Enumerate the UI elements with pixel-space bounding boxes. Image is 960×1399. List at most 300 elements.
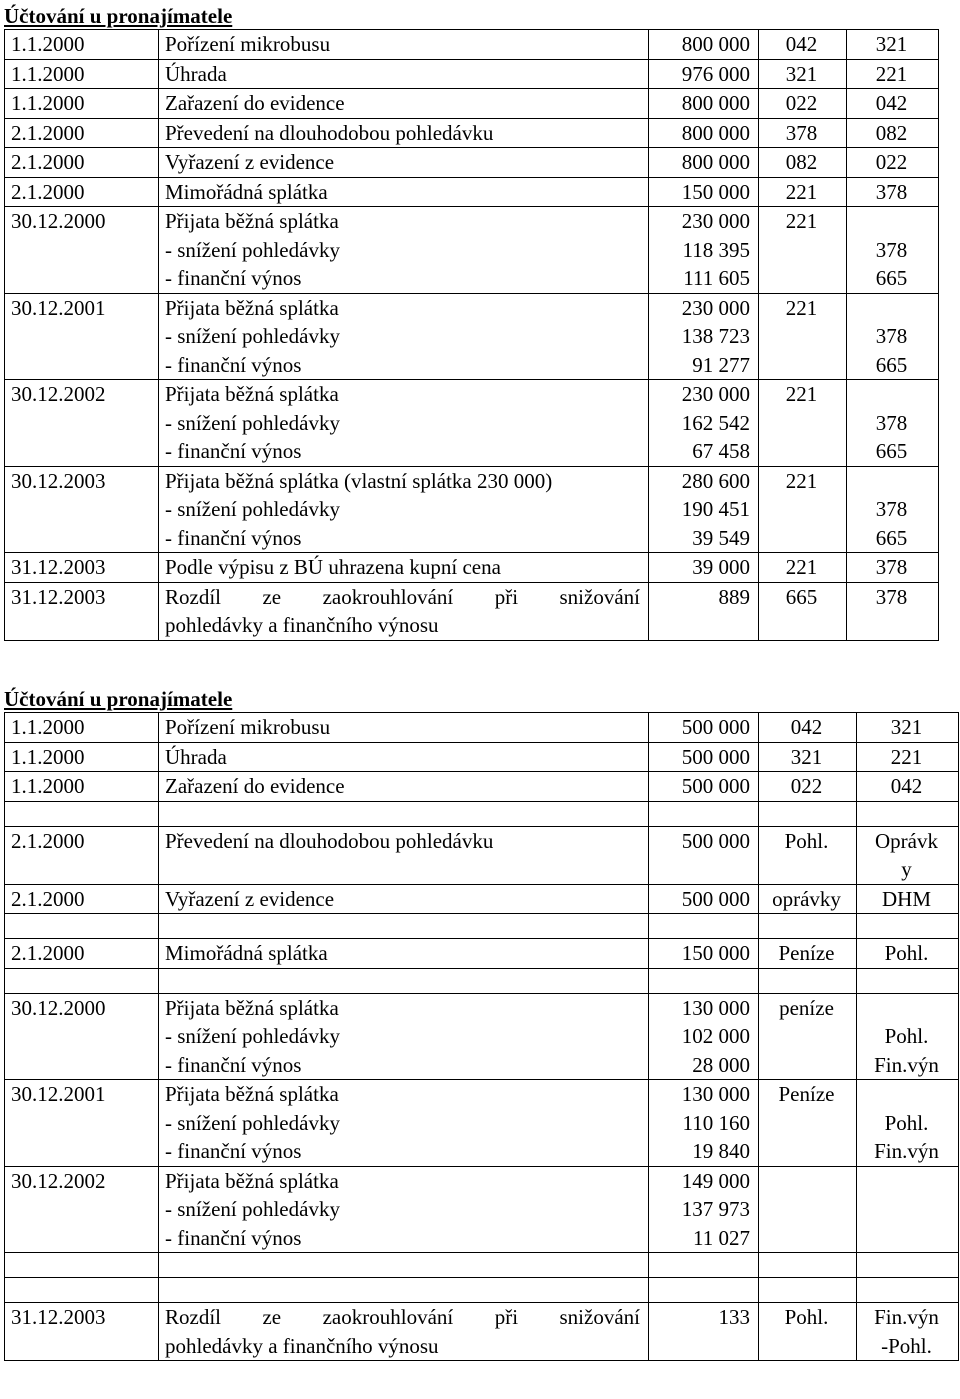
ledger-row xyxy=(5,177,939,207)
description-cell-line: Zařazení do evidence xyxy=(165,91,345,115)
debit-account-cell-line xyxy=(765,1109,848,1138)
amount-cell-line: 149 000 xyxy=(681,1168,750,1193)
debit-account-cell-line: 221 xyxy=(785,295,818,320)
amount-cell: 889 xyxy=(649,582,759,640)
ledger-row xyxy=(5,1278,959,1303)
date-cell: 30.12.2000 xyxy=(5,207,159,294)
credit-account-cell-line xyxy=(863,994,950,1023)
amount-cell-line: 118 395 xyxy=(682,237,750,262)
credit-account-cell-line xyxy=(853,380,930,409)
amount-cell-line: 150 000 xyxy=(681,179,750,204)
debit-account-cell-line: 042 xyxy=(785,32,818,56)
description-cell xyxy=(159,30,649,60)
debit-account-cell-line: 022 xyxy=(785,91,818,115)
empty-cell xyxy=(159,968,649,993)
debit-account-cell: Pohl. xyxy=(759,1303,857,1361)
amount-cell xyxy=(649,1080,759,1167)
credit-account-cell-line: 221 xyxy=(890,744,923,769)
amount-cell-line: 137 973 xyxy=(681,1197,750,1221)
empty-cell xyxy=(857,1253,959,1278)
debit-account-cell xyxy=(759,118,847,148)
description-cell xyxy=(159,380,649,467)
debit-account-cell xyxy=(759,713,857,743)
amount-cell-line: 280 600 xyxy=(681,468,750,493)
description-cell xyxy=(159,1303,649,1361)
empty-cell xyxy=(759,968,857,993)
credit-account-cell-line: 378 xyxy=(875,555,908,579)
description-cell xyxy=(159,89,649,119)
amount-cell-line: 39 000 xyxy=(692,555,750,579)
debit-account-cell-line xyxy=(765,1167,848,1196)
credit-account-cell xyxy=(857,1080,959,1167)
description-cell xyxy=(159,466,649,553)
description-cell xyxy=(159,826,649,884)
description-cell xyxy=(159,207,649,294)
credit-account-cell xyxy=(857,993,959,1080)
description-cell-line: - snížení pohledávky xyxy=(165,410,340,435)
amount-cell-line: 110 160 xyxy=(682,1110,750,1135)
credit-account-cell xyxy=(857,1303,959,1361)
ledger-row xyxy=(5,553,939,583)
amount-cell-line: 111 605 xyxy=(683,266,750,290)
amount-cell xyxy=(649,466,759,553)
credit-account-cell xyxy=(847,30,939,60)
ledger-row xyxy=(5,884,959,914)
description-cell-line: Přijata běžná splátka xyxy=(165,995,339,1020)
description-cell xyxy=(159,148,649,178)
debit-account-cell-line: Peníze xyxy=(778,941,835,965)
empty-cell xyxy=(857,801,959,826)
empty-cell xyxy=(5,914,159,939)
date-cell: 1.1.2000 xyxy=(5,89,159,119)
credit-account-cell-line: 082 xyxy=(875,120,908,145)
amount-cell xyxy=(649,380,759,467)
amount-cell xyxy=(649,742,759,772)
amount-cell xyxy=(649,713,759,743)
credit-account-cell-line: 378 xyxy=(875,237,908,262)
description-cell-line: Přijata běžná splátka xyxy=(165,295,339,320)
ledger-row xyxy=(5,968,959,993)
credit-account-cell-line: Pohl. xyxy=(884,1024,929,1048)
date-cell: 2.1.2000 xyxy=(5,177,159,207)
ledger-row xyxy=(5,59,939,89)
amount-cell-line: 230 000 xyxy=(681,382,750,406)
credit-account-cell-line: 665 xyxy=(875,266,908,290)
debit-account-cell-line: 378 xyxy=(785,120,818,145)
amount-cell-line: 39 549 xyxy=(692,525,750,550)
description-cell xyxy=(159,772,649,802)
date-cell: 30.12.2001 xyxy=(5,1080,159,1167)
debit-account-cell xyxy=(759,177,847,207)
empty-cell xyxy=(759,1253,857,1278)
date-cell: 30.12.2002 xyxy=(5,380,159,467)
debit-account-cell-line: 221 xyxy=(785,179,818,204)
date-cell: 30.12.2000 xyxy=(5,993,159,1080)
amount-cell xyxy=(649,177,759,207)
debit-account-cell xyxy=(759,148,847,178)
description-cell-line: Zařazení do evidence xyxy=(165,774,345,798)
amount-cell-line: 162 542 xyxy=(681,410,750,435)
debit-account-cell xyxy=(759,1166,857,1253)
amount-cell xyxy=(649,993,759,1080)
ledger-row xyxy=(5,148,939,178)
credit-account-cell xyxy=(857,1166,959,1253)
credit-account-cell xyxy=(847,118,939,148)
description-cell-line: - snížení pohledávky xyxy=(165,1110,340,1135)
empty-cell xyxy=(5,1253,159,1278)
description-cell xyxy=(159,742,649,772)
debit-account-cell xyxy=(759,1080,857,1167)
debit-account-cell xyxy=(759,207,847,294)
amount-cell-line: 500 000 xyxy=(681,886,750,911)
description-line: Rozdíl ze zaokrouhlování při snižování xyxy=(165,1305,640,1329)
credit-account-cell-line: Pohl. xyxy=(884,1110,929,1135)
ledger-row xyxy=(5,742,959,772)
debit-account-cell-line xyxy=(765,524,838,553)
debit-account-cell xyxy=(759,466,847,553)
credit-account-cell xyxy=(847,582,939,640)
debit-account-cell-line: 082 xyxy=(785,150,818,174)
credit-account-cell-line xyxy=(863,1080,950,1109)
credit-account-cell-line xyxy=(863,1167,950,1196)
date-cell: 2.1.2000 xyxy=(5,118,159,148)
description-cell xyxy=(159,1080,649,1167)
debit-account-cell-line xyxy=(765,1195,848,1224)
amount-cell xyxy=(649,772,759,802)
description-cell xyxy=(159,177,649,207)
ledger-row xyxy=(5,1253,959,1278)
empty-cell xyxy=(159,801,649,826)
debit-account-cell xyxy=(759,30,847,60)
amount-cell xyxy=(649,826,759,884)
date-cell: 1.1.2000 xyxy=(5,772,159,802)
credit-account-cell-line: DHM xyxy=(881,886,931,911)
empty-cell xyxy=(759,914,857,939)
date-cell: 30.12.2002 xyxy=(5,1166,159,1253)
credit-account-cell-line: Fin.výn xyxy=(874,1052,939,1077)
description-cell-line: Přijata běžná splátka xyxy=(165,1168,339,1193)
amount-cell xyxy=(649,207,759,294)
date-cell: 2.1.2000 xyxy=(5,939,159,969)
amount-cell-line: 500 000 xyxy=(681,828,750,853)
amount-cell xyxy=(649,1166,759,1253)
description-cell xyxy=(159,884,649,914)
amount-cell-line: 150 000 xyxy=(681,941,750,965)
empty-cell xyxy=(759,1278,857,1303)
amount-cell xyxy=(649,148,759,178)
section1-ledger-table xyxy=(4,29,939,641)
ledger-row xyxy=(5,1166,959,1253)
credit-account-cell-line xyxy=(863,1224,950,1253)
debit-account-cell xyxy=(759,89,847,119)
debit-account-cell xyxy=(759,884,857,914)
description-cell-line: Vyřazení z evidence xyxy=(165,886,335,911)
description-line: Rozdíl ze zaokrouhlování při snižování xyxy=(165,584,640,609)
debit-account-cell-line xyxy=(765,437,838,466)
debit-account-cell xyxy=(759,59,847,89)
empty-cell xyxy=(649,1253,759,1278)
debit-account-cell-line: Pohl. xyxy=(784,828,829,853)
ledger-row xyxy=(5,993,959,1080)
credit-account-cell-line: 321 xyxy=(875,32,908,56)
date-cell: 30.12.2001 xyxy=(5,293,159,380)
description-cell-line: Vyřazení z evidence xyxy=(165,150,335,174)
description-cell xyxy=(159,553,649,583)
credit-account-line: -Pohl. xyxy=(881,1333,932,1358)
amount-cell-line: 67 458 xyxy=(692,439,750,463)
amount-cell-line: 138 723 xyxy=(681,324,750,348)
amount-cell-line: 800 000 xyxy=(681,120,750,145)
empty-cell xyxy=(5,968,159,993)
credit-account-cell xyxy=(857,939,959,969)
description-cell-line: Převedení na dlouhodobou pohledávku xyxy=(165,828,494,853)
description-cell-line: Úhrada xyxy=(165,744,227,769)
date-cell: 2.1.2000 xyxy=(5,826,159,884)
ledger-row xyxy=(5,914,959,939)
empty-cell xyxy=(159,914,649,939)
ledger-row-rounding xyxy=(5,582,939,640)
debit-account-cell-line xyxy=(765,264,838,293)
credit-account-cell xyxy=(847,59,939,89)
date-cell: 1.1.2000 xyxy=(5,742,159,772)
credit-account-cell-line: Pohl. xyxy=(884,941,929,965)
description-cell-line: Podle výpisu z BÚ uhrazena kupní cena xyxy=(165,555,501,579)
debit-account-cell xyxy=(759,553,847,583)
empty-cell xyxy=(5,801,159,826)
description-line: pohledávky a finančního výnosu xyxy=(165,613,439,637)
amount-cell-line: 102 000 xyxy=(681,1024,750,1048)
empty-cell xyxy=(649,1278,759,1303)
amount-cell xyxy=(649,118,759,148)
amount-cell-line: 130 000 xyxy=(681,995,750,1020)
credit-account-cell-line: 665 xyxy=(875,439,908,463)
date-cell: 1.1.2000 xyxy=(5,30,159,60)
debit-account-cell-line: 221 xyxy=(785,468,818,493)
date-cell: 31.12.2003 xyxy=(5,1303,159,1361)
debit-account-cell-line: 221 xyxy=(785,209,818,233)
description-line: pohledávky a finančního výnosu xyxy=(165,1333,439,1358)
credit-account-cell xyxy=(847,207,939,294)
debit-account-cell-line xyxy=(765,495,838,524)
credit-account-cell-line: 665 xyxy=(875,525,908,550)
credit-account-cell xyxy=(847,553,939,583)
credit-account-cell xyxy=(847,380,939,467)
ledger-row xyxy=(5,207,939,294)
credit-account-line: Fin.výn xyxy=(874,1305,939,1329)
ledger-row xyxy=(5,772,959,802)
date-cell: 31.12.2003 xyxy=(5,582,159,640)
debit-account-cell-line xyxy=(765,1051,848,1080)
credit-account-cell-line: 665 xyxy=(875,352,908,377)
ledger-row xyxy=(5,293,939,380)
empty-cell xyxy=(759,801,857,826)
credit-account-cell xyxy=(847,177,939,207)
credit-account-cell xyxy=(847,148,939,178)
amount-cell: 133 xyxy=(649,1303,759,1361)
amount-cell xyxy=(649,30,759,60)
amount-cell-line xyxy=(655,855,750,884)
description-cell-line: - snížení pohledávky xyxy=(165,237,340,262)
date-cell: 2.1.2000 xyxy=(5,148,159,178)
ledger-row xyxy=(5,826,959,884)
empty-cell xyxy=(649,801,759,826)
credit-account-cell xyxy=(857,742,959,772)
debit-account-cell xyxy=(759,380,847,467)
description-cell-line: - finanční výnos xyxy=(165,1139,302,1163)
description-cell-line: Pořízení mikrobusu xyxy=(165,32,331,56)
credit-account-cell xyxy=(847,89,939,119)
description-cell-line: Úhrada xyxy=(165,61,227,86)
description-cell-line: - finanční výnos xyxy=(165,439,302,463)
ledger-row xyxy=(5,1080,959,1167)
description-cell-line: - finanční výnos xyxy=(165,1052,302,1077)
credit-account-cell-line: 378 xyxy=(875,179,908,204)
credit-account-cell xyxy=(857,884,959,914)
amount-cell-line: 800 000 xyxy=(681,150,750,174)
description-cell-line: Mimořádná splátka xyxy=(165,179,328,204)
amount-cell xyxy=(649,553,759,583)
credit-account-cell-line: 378 xyxy=(875,410,908,435)
debit-account-cell-line: oprávky xyxy=(772,886,841,911)
credit-account-cell xyxy=(847,466,939,553)
amount-cell-line: 230 000 xyxy=(681,209,750,233)
debit-account-cell xyxy=(759,772,857,802)
description-cell-line: - snížení pohledávky xyxy=(165,1197,340,1221)
ledger-row-rounding xyxy=(5,1303,959,1361)
credit-account-cell-line xyxy=(853,294,930,323)
debit-account-cell-line: peníze xyxy=(779,995,834,1020)
debit-account-cell-line: 321 xyxy=(785,61,818,86)
amount-cell xyxy=(649,939,759,969)
description-cell-line: Pořízení mikrobusu xyxy=(165,715,331,739)
credit-account-cell-line: 321 xyxy=(890,715,923,739)
ledger-row xyxy=(5,466,939,553)
credit-account-cell-line xyxy=(853,207,930,236)
empty-cell xyxy=(159,1278,649,1303)
amount-cell-line: 800 000 xyxy=(681,91,750,115)
amount-cell-line: 230 000 xyxy=(681,295,750,320)
description-cell-line: Přijata běžná splátka (vlastní splátka 230 000) xyxy=(165,468,553,493)
debit-account-cell-line: Peníze xyxy=(778,1082,835,1106)
credit-account-line: 378 xyxy=(875,584,908,609)
debit-account-cell-line xyxy=(765,236,838,265)
date-cell: 30.12.2003 xyxy=(5,466,159,553)
empty-cell xyxy=(857,914,959,939)
description-cell xyxy=(159,939,649,969)
credit-account-cell-line: 042 xyxy=(875,91,908,115)
description-cell-line: - snížení pohledávky xyxy=(165,324,340,348)
credit-account-cell-line: 378 xyxy=(875,324,908,348)
credit-account-cell-line: y xyxy=(901,857,912,881)
credit-account-cell xyxy=(857,772,959,802)
section2-ledger-table xyxy=(4,712,959,1361)
debit-account-cell-line xyxy=(765,855,848,884)
debit-account-cell xyxy=(759,742,857,772)
ledger-row xyxy=(5,30,939,60)
amount-cell xyxy=(649,89,759,119)
amount-cell-line: 11 027 xyxy=(693,1225,750,1250)
ledger-row xyxy=(5,713,959,743)
debit-account-cell-line: 042 xyxy=(790,715,823,739)
description-cell-line: - finanční výnos xyxy=(165,1225,302,1250)
debit-account-cell xyxy=(759,826,857,884)
description-cell-line: - finanční výnos xyxy=(165,352,302,377)
date-cell: 1.1.2000 xyxy=(5,59,159,89)
description-cell-line: - snížení pohledávky xyxy=(165,1024,340,1048)
empty-cell xyxy=(857,1278,959,1303)
debit-account-cell-line xyxy=(765,322,838,351)
description-cell xyxy=(159,118,649,148)
credit-account-cell-line: 221 xyxy=(875,61,908,86)
debit-account-cell xyxy=(759,293,847,380)
description-cell-line: Převedení na dlouhodobou pohledávku xyxy=(165,120,494,145)
amount-cell-line: 28 000 xyxy=(692,1052,750,1077)
debit-account-cell-line xyxy=(765,1224,848,1253)
debit-account-cell-line: 221 xyxy=(785,382,818,406)
empty-cell xyxy=(649,968,759,993)
credit-account-cell xyxy=(847,293,939,380)
empty-cell xyxy=(5,1278,159,1303)
credit-account-cell-line: Fin.výn xyxy=(874,1139,939,1163)
description-cell xyxy=(159,993,649,1080)
section2-heading: Účtování u pronajímatele xyxy=(4,687,233,711)
description-cell-line xyxy=(165,855,640,884)
description-cell xyxy=(159,293,649,380)
empty-cell xyxy=(649,914,759,939)
amount-cell-line: 19 840 xyxy=(692,1139,750,1163)
debit-account-cell: 665 xyxy=(759,582,847,640)
debit-account-cell xyxy=(759,993,857,1080)
description-cell xyxy=(159,582,649,640)
ledger-row xyxy=(5,89,939,119)
description-cell-line: Přijata běžná splátka xyxy=(165,209,339,233)
debit-account-cell-line: 321 xyxy=(790,744,823,769)
description-cell-line: Přijata běžná splátka xyxy=(165,382,339,406)
credit-account-cell xyxy=(857,713,959,743)
description-cell-line: Přijata běžná splátka xyxy=(165,1082,339,1106)
ledger-row xyxy=(5,801,959,826)
empty-cell xyxy=(857,968,959,993)
date-cell: 1.1.2000 xyxy=(5,713,159,743)
ledger-row xyxy=(5,380,939,467)
credit-account-cell-line: 022 xyxy=(875,150,908,174)
credit-account-cell-line xyxy=(853,467,930,496)
amount-cell-line: 500 000 xyxy=(681,744,750,769)
description-cell-line: Mimořádná splátka xyxy=(165,941,328,965)
amount-cell-line: 190 451 xyxy=(681,497,750,521)
credit-account-cell-line: Oprávk xyxy=(875,828,938,853)
amount-cell-line: 91 277 xyxy=(692,352,750,377)
date-cell: 31.12.2003 xyxy=(5,553,159,583)
credit-account-cell-line xyxy=(863,1195,950,1224)
amount-cell xyxy=(649,884,759,914)
amount-cell-line: 500 000 xyxy=(681,774,750,798)
amount-cell-line: 976 000 xyxy=(681,61,750,86)
debit-account-cell-line xyxy=(765,351,838,380)
description-cell-line: - finanční výnos xyxy=(165,525,302,550)
description-cell xyxy=(159,1166,649,1253)
debit-account-cell-line xyxy=(765,1137,848,1166)
date-cell: 2.1.2000 xyxy=(5,884,159,914)
description-cell-line: - snížení pohledávky xyxy=(165,497,340,521)
credit-account-cell-line: 378 xyxy=(875,497,908,521)
credit-account-cell xyxy=(857,826,959,884)
section1-heading: Účtování u pronajímatele xyxy=(4,4,233,28)
amount-cell-line: 800 000 xyxy=(681,32,750,56)
amount-cell-line: 130 000 xyxy=(681,1082,750,1106)
debit-account-cell-line: 221 xyxy=(785,555,818,579)
debit-account-cell-line xyxy=(765,409,838,438)
